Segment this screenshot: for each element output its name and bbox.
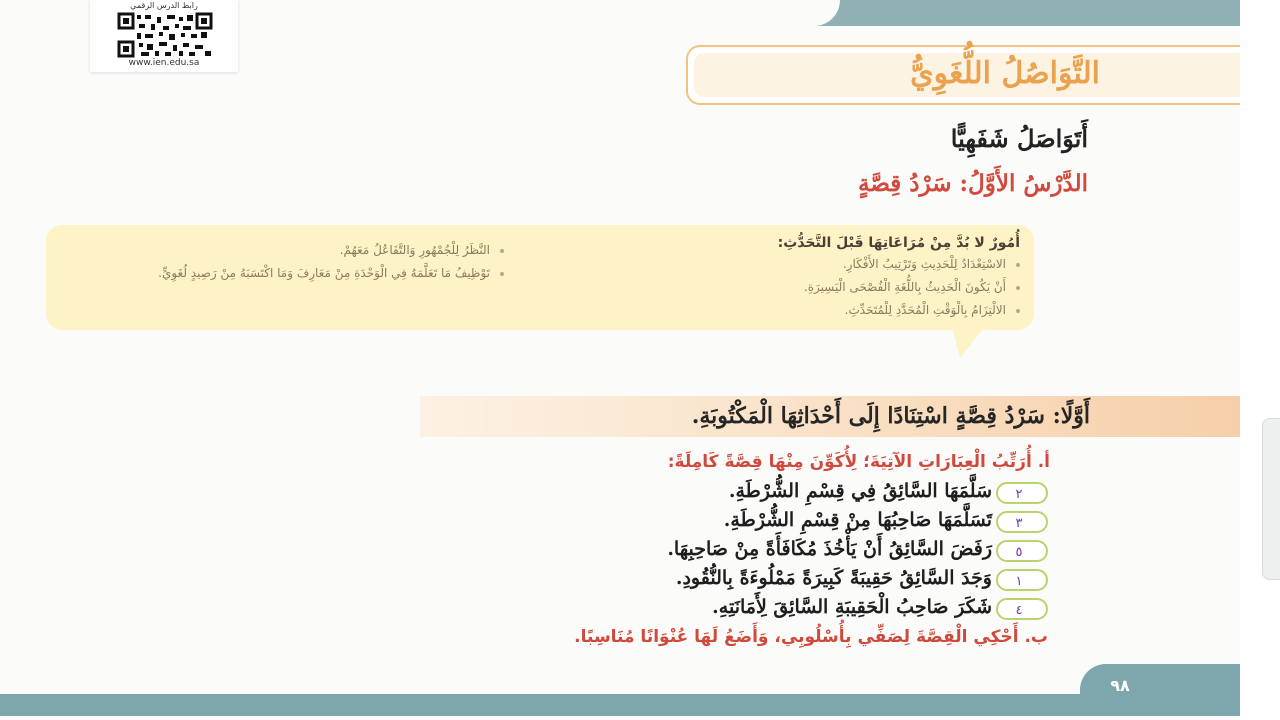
- order-number-pill[interactable]: ١: [996, 569, 1048, 591]
- tip-item: • الالْتِزَامُ بِالْوَقْتِ الْمُحَدَّدِ لِلْمُتَحَدِّثِ.: [580, 301, 1006, 319]
- list-item-text: وَجَدَ السَّائِقُ حَقِيبَةً كَبِيرَةً مَمْلُوءَةً بِالنُّقُودِ.: [675, 567, 992, 589]
- qr-url: www.ien.edu.sa: [128, 58, 200, 68]
- order-number-pill[interactable]: ٢: [996, 482, 1048, 504]
- tips-heading: أُمُورٌ لا بُدَّ مِنْ مُرَاعَاتِهَا قَبْلَ التَّحَدُّثِ:: [777, 235, 1020, 251]
- list-item-text: تَسَلَّمَهَا صَاحِبُهَا مِنْ قِسْمِ الشُّرْطَةِ.: [723, 509, 992, 531]
- tip-item: • أَنْ يَكُونَ الْحَدِيثُ بِاللُّغَةِ الْفُصْحَى الْيَسِيرَةِ.: [580, 278, 1006, 296]
- footer-band: [0, 694, 1240, 716]
- instruction-b: ب. أَحْكِي الْقِصَّةَ لِصَفِّي بِأُسْلُوبِي، وَأَضَعُ لَهَا عُنْوَانًا مُنَاسِبًا.: [574, 627, 1048, 647]
- tips-right-column: [580, 235, 1020, 324]
- top-decorative-band: [780, 0, 1240, 26]
- tip-item: • الاسْتِعْدَادُ لِلْحَدِيثِ وَتَرْتِيبُ الأَفْكَارِ.: [580, 255, 1006, 273]
- tip-item: • تَوْظِيفُ مَا تَعَلَّمَهُ فِي الْوَحْدَةِ مِنْ مَعَارِفَ وَمَا اكْتَسَبَهُ مِنْ رَصِيدٍ لُغَوِيٍّ.: [64, 264, 490, 282]
- order-number-pill[interactable]: ٥: [996, 540, 1048, 562]
- tips-left-column: [64, 241, 504, 287]
- tip-item: • النَّظَرُ لِلْجُمْهُورِ وَالتَّفَاعُلُ مَعَهُمْ.: [64, 241, 490, 259]
- list-item: [448, 596, 1048, 622]
- viewer-gutter: [1240, 0, 1280, 720]
- list-item: [448, 480, 1048, 506]
- unit-title: التَّوَاصُلُ اللُّغَوِيُّ: [910, 56, 1100, 91]
- tips-bubble: [46, 225, 1034, 330]
- section-heading: أَوَّلًا: سَرْدُ قِصَّةٍ اسْتِنَادًا إِلَى أَحْدَاثِهَا الْمَكْتُوبَةِ.: [691, 403, 1090, 429]
- instruction-a: أ. أُرَتِّبُ الْعِبَارَاتِ الآتِيَةَ؛ لِأُكَوِّنَ مِنْهَا قِصَّةً كَامِلَةً:: [667, 452, 1050, 472]
- order-number-pill[interactable]: ٤: [996, 598, 1048, 620]
- qr-code-icon: [117, 12, 213, 58]
- list-item-text: شَكَرَ صَاحِبُ الْحَقِيبَةِ السَّائِقَ لِأَمَانَتِهِ.: [712, 596, 992, 618]
- list-item: [448, 567, 1048, 593]
- section-subtitle: أَتَوَاصَلُ شَفَهِيًّا: [950, 124, 1088, 153]
- list-item-text: رَفَضَ السَّائِقُ أَنْ يَأْخُذَ مُكَافَأَةً مِنْ صَاحِبِهَا.: [667, 538, 992, 560]
- list-item: [448, 538, 1048, 564]
- page-scroll-handle[interactable]: [1262, 418, 1280, 580]
- page-number: ٩٨: [1110, 676, 1130, 695]
- list-item-text: سَلَّمَهَا السَّائِقُ فِي قِسْمِ الشُّرْطَةِ.: [728, 480, 992, 502]
- lesson-title: الدَّرْسُ الأَوَّلُ: سَرْدُ قِصَّةٍ: [858, 170, 1088, 197]
- order-number-pill[interactable]: ٣: [996, 511, 1048, 533]
- qr-caption: رابط الدرس الرقمي: [130, 1, 198, 10]
- list-item: [448, 509, 1048, 535]
- bubble-tail-shape: [940, 320, 1000, 360]
